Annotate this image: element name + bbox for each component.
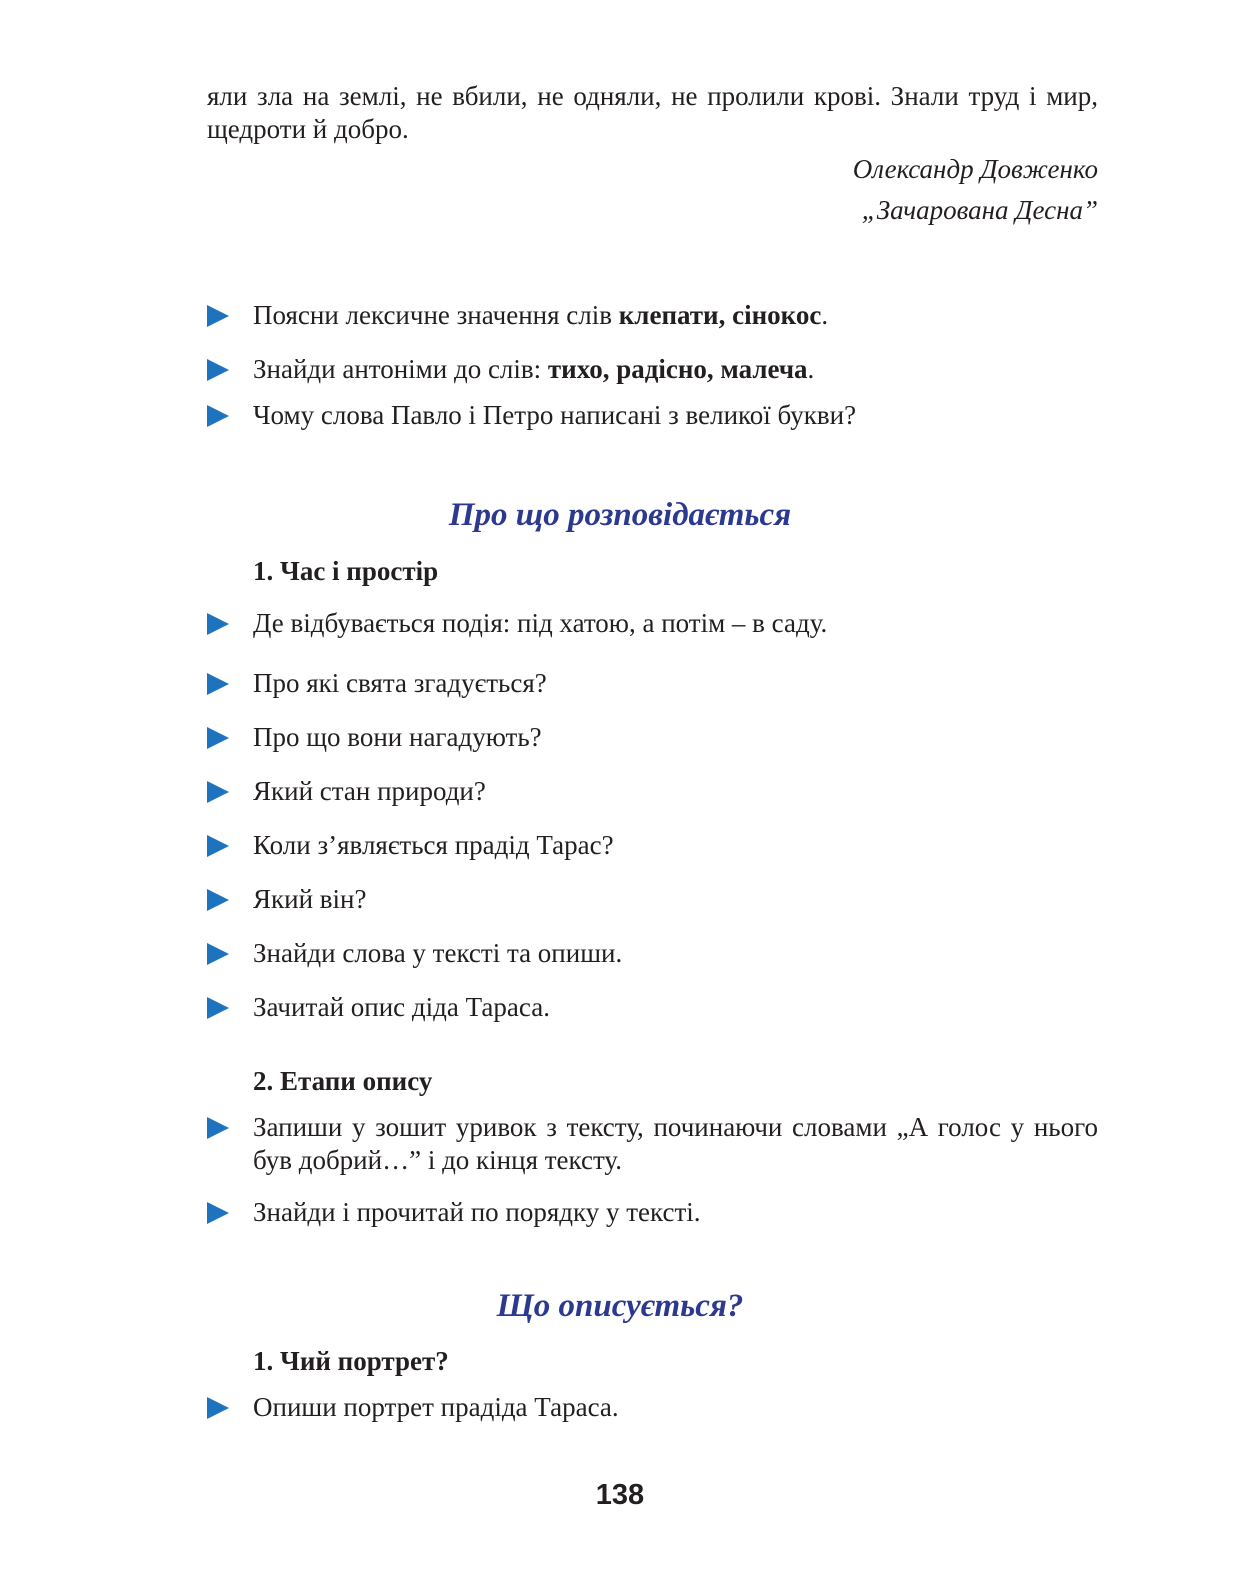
list-item: [207, 937, 1098, 970]
arrow-right-icon: [207, 613, 229, 635]
list-item-text: Який він?: [253, 884, 367, 914]
list-item-text: Знайди слова у тексті та опиши.: [253, 938, 623, 968]
list-item: [207, 667, 1098, 700]
arrow-right-icon: [207, 781, 229, 803]
quote-work-title: „Зачарована Десна”: [861, 195, 1098, 225]
list-item: [207, 721, 1098, 754]
question-item: [207, 353, 1098, 386]
list-item: [207, 829, 1098, 862]
arrow-right-icon: [207, 1202, 229, 1224]
list-item: [207, 607, 1098, 640]
arrow-right-icon: [207, 673, 229, 695]
arrow-right-icon: [207, 889, 229, 911]
question-text: Чому слова Павло і Петро написані з великої букви?: [253, 400, 857, 430]
subsection-heading: 1. Чий портрет?: [253, 1346, 449, 1376]
subsection-heading: 2. Етапи опису: [253, 1066, 433, 1096]
section-heading: Про що розповідається: [448, 497, 792, 533]
question-text: Поясни лексичне значення слів клепати, сінокос.: [253, 300, 829, 330]
list-item-text: Про що вони нагадують?: [253, 722, 542, 752]
list-item-text: Знайди і прочитай по порядку у тексті.: [253, 1197, 701, 1227]
list-item: [207, 991, 1098, 1024]
list-item-text: Запиши у зошит уривок з тексту, починаючи словами „А голос у нього був добрий…” і до кінця тексту.: [253, 1112, 1098, 1175]
list-item-text: Коли з’являється прадід Тарас?: [253, 830, 614, 860]
arrow-right-icon: [207, 835, 229, 857]
arrow-right-icon: [207, 943, 229, 965]
arrow-right-icon: [207, 727, 229, 749]
arrow-right-icon: [207, 997, 229, 1019]
arrow-right-icon: [207, 1397, 229, 1419]
list-item-text: Де відбувається подія: під хатою, а потім – в саду.: [253, 608, 828, 638]
list-item-text: Зачитай опис діда Тараса.: [253, 992, 550, 1022]
question-item: [207, 299, 1098, 332]
list-item: [207, 1391, 1098, 1424]
arrow-right-icon: [207, 359, 229, 381]
quote-author: Олександр Довженко: [852, 154, 1098, 184]
section-heading: Що описується?: [496, 1288, 744, 1324]
list-item-text: Який стан природи?: [253, 776, 486, 806]
intro-paragraph: яли зла на землі, не вбили, не одняли, не пролили крові. Знали труд і мир, щедроти й добро.: [207, 81, 1098, 144]
list-item: [207, 1196, 1098, 1229]
list-item: [207, 883, 1098, 916]
arrow-right-icon: [207, 1117, 229, 1139]
list-item: [207, 1111, 1098, 1177]
list-item: [207, 775, 1098, 808]
list-item-text: Про які свята згадується?: [253, 668, 547, 698]
subsection-heading: 1. Час і простір: [253, 556, 439, 586]
question-item: [207, 399, 1098, 432]
arrow-right-icon: [207, 405, 229, 427]
question-text: Знайди антоніми до слів: тихо, радісно, малеча.: [253, 354, 815, 384]
list-item-text: Опиши портрет прадіда Тараса.: [253, 1392, 619, 1422]
arrow-right-icon: [207, 305, 229, 327]
page-number: 138: [595, 1479, 645, 1511]
